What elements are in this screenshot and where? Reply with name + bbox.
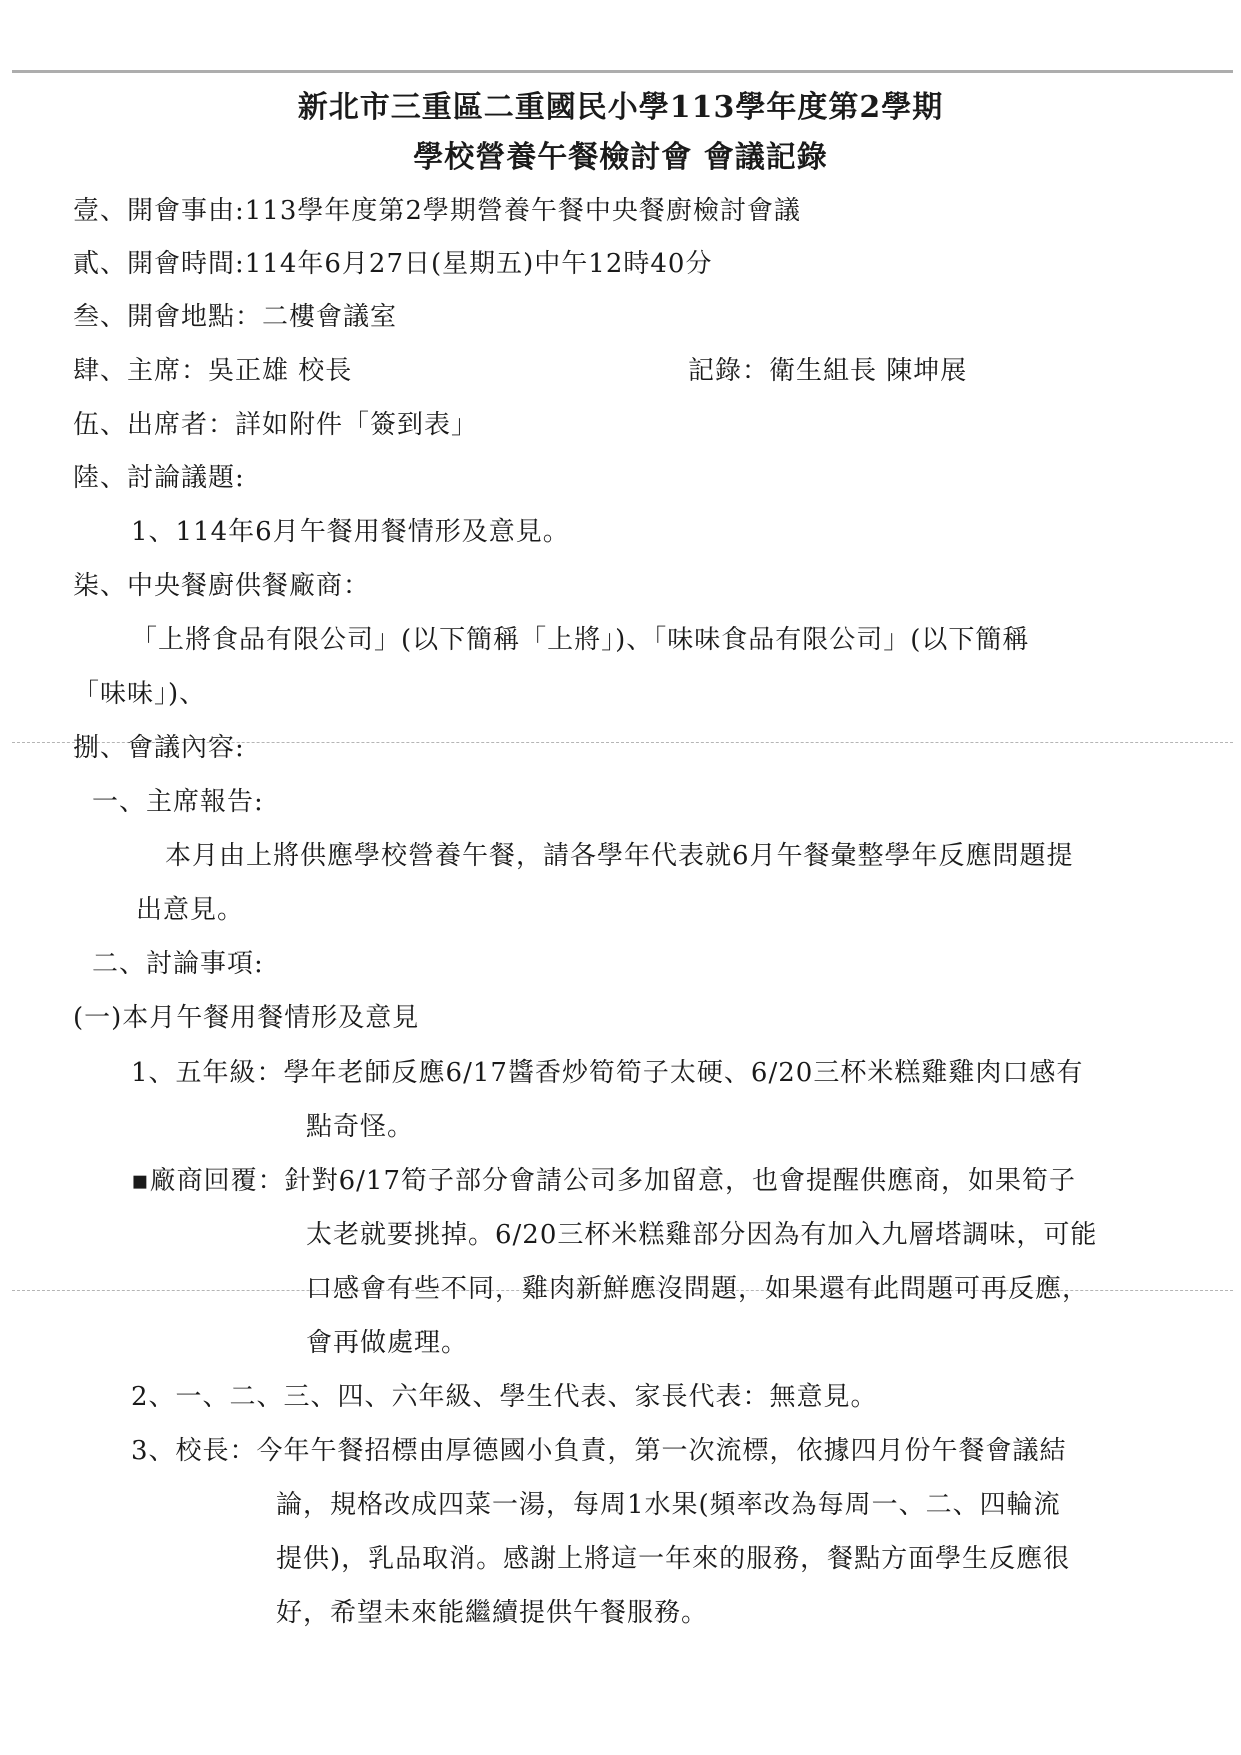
chair-report-heading: 一、主席報告:: [92, 787, 264, 817]
chair-report-text-continued: 出意見。: [136, 895, 245, 925]
discussion-item-no-opinion: 2、一、二、三、四、六年級、學生代表、家長代表：無意見。: [131, 1382, 878, 1412]
meeting-reason: 壹、開會事由:113學年度第2學期營養午餐中央餐廚檢討會議: [73, 196, 801, 226]
chair-report-text: 本月由上將供應學校營養午餐，請各學年代表就6月午餐彙整學年反應問題提: [165, 841, 1074, 871]
vendors-heading: 柒、中央餐廚供餐廠商：: [73, 571, 371, 601]
meeting-place: 叁、開會地點：二樓會議室: [73, 302, 398, 332]
vendor-reply: ▪廠商回覆：針對6/17筍子部分會請公司多加留意，也會提醒供應商，如果筍子: [131, 1166, 1077, 1196]
discussion-item-principal-continued: 論，規格改成四菜一湯，每周1水果(頻率改為每周一、二、四輪流: [276, 1490, 1061, 1520]
discussion-item-grade5: 1、五年級：學年老師反應6/17醬香炒筍筍子太硬、6/20三杯米糕雞雞肉口感有: [131, 1058, 1084, 1088]
discussion-item-principal-continued: 好，希望未來能繼續提供午餐服務。: [276, 1598, 709, 1628]
discussion-item-grade5-continued: 點奇怪。: [306, 1112, 415, 1142]
topic-item: 1、114年6月午餐用餐情形及意見。: [131, 517, 570, 547]
discussion-item-principal-continued: 提供)，乳品取消。感謝上將這一年來的服務，餐點方面學生反應很: [276, 1544, 1071, 1574]
discussion-item-principal: 3、校長：今年午餐招標由厚德國小負責，第一次流標，依據四月份午餐會議結: [131, 1436, 1067, 1466]
meeting-attendees: 伍、出席者：詳如附件「簽到表」: [73, 410, 479, 440]
document-title: 新北市三重區二重國民小學113學年度第2學期: [297, 90, 944, 125]
topics-heading: 陸、討論議題:: [73, 463, 245, 493]
document-subtitle: 學校營養午餐檢討會 會議記錄: [413, 140, 828, 175]
content-heading: 捌、會議內容:: [73, 733, 245, 763]
discussion-heading: 二、討論事項:: [92, 949, 264, 979]
vendor-reply-continued: 口感會有些不同，雞肉新鮮應沒問題，如果還有此問題可再反應，: [306, 1274, 1090, 1304]
meeting-time: 貳、開會時間:114年6月27日(星期五)中午12時40分: [73, 249, 713, 279]
vendor-reply-continued: 會再做處理。: [306, 1328, 469, 1358]
vendors-list-continued: 「味味」)、: [73, 679, 207, 709]
discussion-subheading: (一)本月午餐用餐情形及意見: [73, 1003, 420, 1033]
meeting-recorder: 記錄：衛生組長 陳坤展: [688, 356, 968, 386]
meeting-chair: 肆、主席：吳正雄 校長: [73, 356, 353, 386]
vendor-reply-continued: 太老就要挑掉。6/20三杯米糕雞部分因為有加入九層塔調味，可能: [306, 1220, 1098, 1250]
vendors-list: 「上將食品有限公司」(以下簡稱「上將」)、「味味食品有限公司」(以下簡稱: [131, 625, 1030, 655]
scan-edge-line: [12, 70, 1233, 73]
